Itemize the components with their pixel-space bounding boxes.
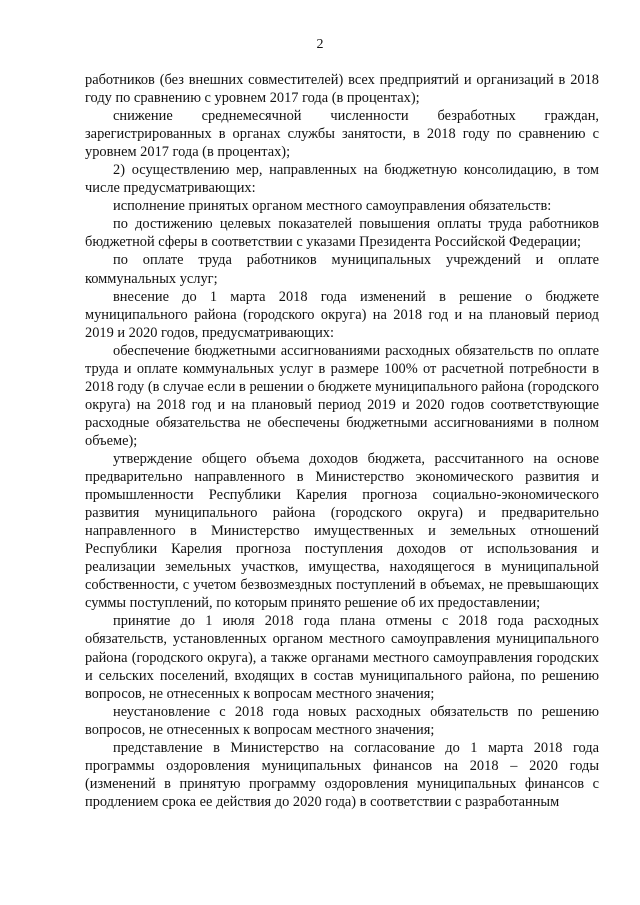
document-body xyxy=(85,71,599,811)
paragraph: 2) осуществлению мер, направленных на бюджетную консолидацию, в том числе предусматривающих: xyxy=(85,162,599,197)
paragraph: исполнение принятых органом местного самоуправления обязательств: xyxy=(113,198,552,215)
paragraph: принятие до 1 июля 2018 года плана отмены с 2018 года расходных обязательств, установленных органом местного самоуправления муниципального района (городского округа), а также органами местного самоуправления городских и сельских поселений, входящих в состав муниципального района, по решению вопросов, не отнесенных к вопросам местного значения; xyxy=(85,613,599,702)
paragraph: по достижению целевых показателей повышения оплаты труда работников бюджетной сферы в соответствии с указами Президента Российской Федерации; xyxy=(85,216,599,251)
paragraph: утверждение общего объема доходов бюджета, рассчитанного на основе предварительно направленного в Министерство экономического развития и промышленности Республики Карелия прогноза социально-экономического развития муниципального района (городского округа) и предварительно направленного в Министерство имущественных и земельных отношений Республики Карелия прогноза поступления доходов от использования и реализации земельных участков, имущества, находящегося в муниципальной собственности, с учетом безвозмездных поступлений в объемах, не превышающих суммы поступлений, по которым принято решение об их предоставлении; xyxy=(85,450,599,612)
page-number: 2 xyxy=(316,37,324,52)
paragraph: работников (без внешних совместителей) всех предприятий и организаций в 2018 году по сравнению с уровнем 2017 года (в процентах); xyxy=(85,72,599,107)
paragraph: представление в Министерство на согласование до 1 марта 2018 года программы оздоровления муниципальных финансов на 2018 – 2020 годы (изменений в принятую программу оздоровления муниципальных финансов с продлением срока ее действия до 2020 года) в соответствии с разработанным xyxy=(85,739,599,810)
paragraph: снижение среднемесячной численности безработных граждан, зарегистрированных в органах службы занятости, в 2018 году по сравнению с уровнем 2017 года (в процентах); xyxy=(85,108,599,161)
paragraph: обеспечение бюджетными ассигнованиями расходных обязательств по оплате труда и оплате коммунальных услуг в размере 100% от расчетной потребности в 2018 году (в случае если в решении о бюджете муниципального района (городского округа) на 2018 год и на плановый период 2019 и 2020 годов соответствующие расходные обязательства не обеспечены бюджетными ассигнованиями в полном объеме); xyxy=(85,342,599,449)
paragraph: по оплате труда работников муниципальных учреждений и оплате коммунальных услуг; xyxy=(85,252,599,287)
paragraph: неустановление с 2018 года новых расходных обязательств по решению вопросов, не отнесенных к вопросам местного значения; xyxy=(85,703,599,738)
paragraph: внесение до 1 марта 2018 года изменений в решение о бюджете муниципального района (городского округа) на 2018 год и на плановый период 2019 и 2020 годов, предусматривающих: xyxy=(85,288,599,341)
